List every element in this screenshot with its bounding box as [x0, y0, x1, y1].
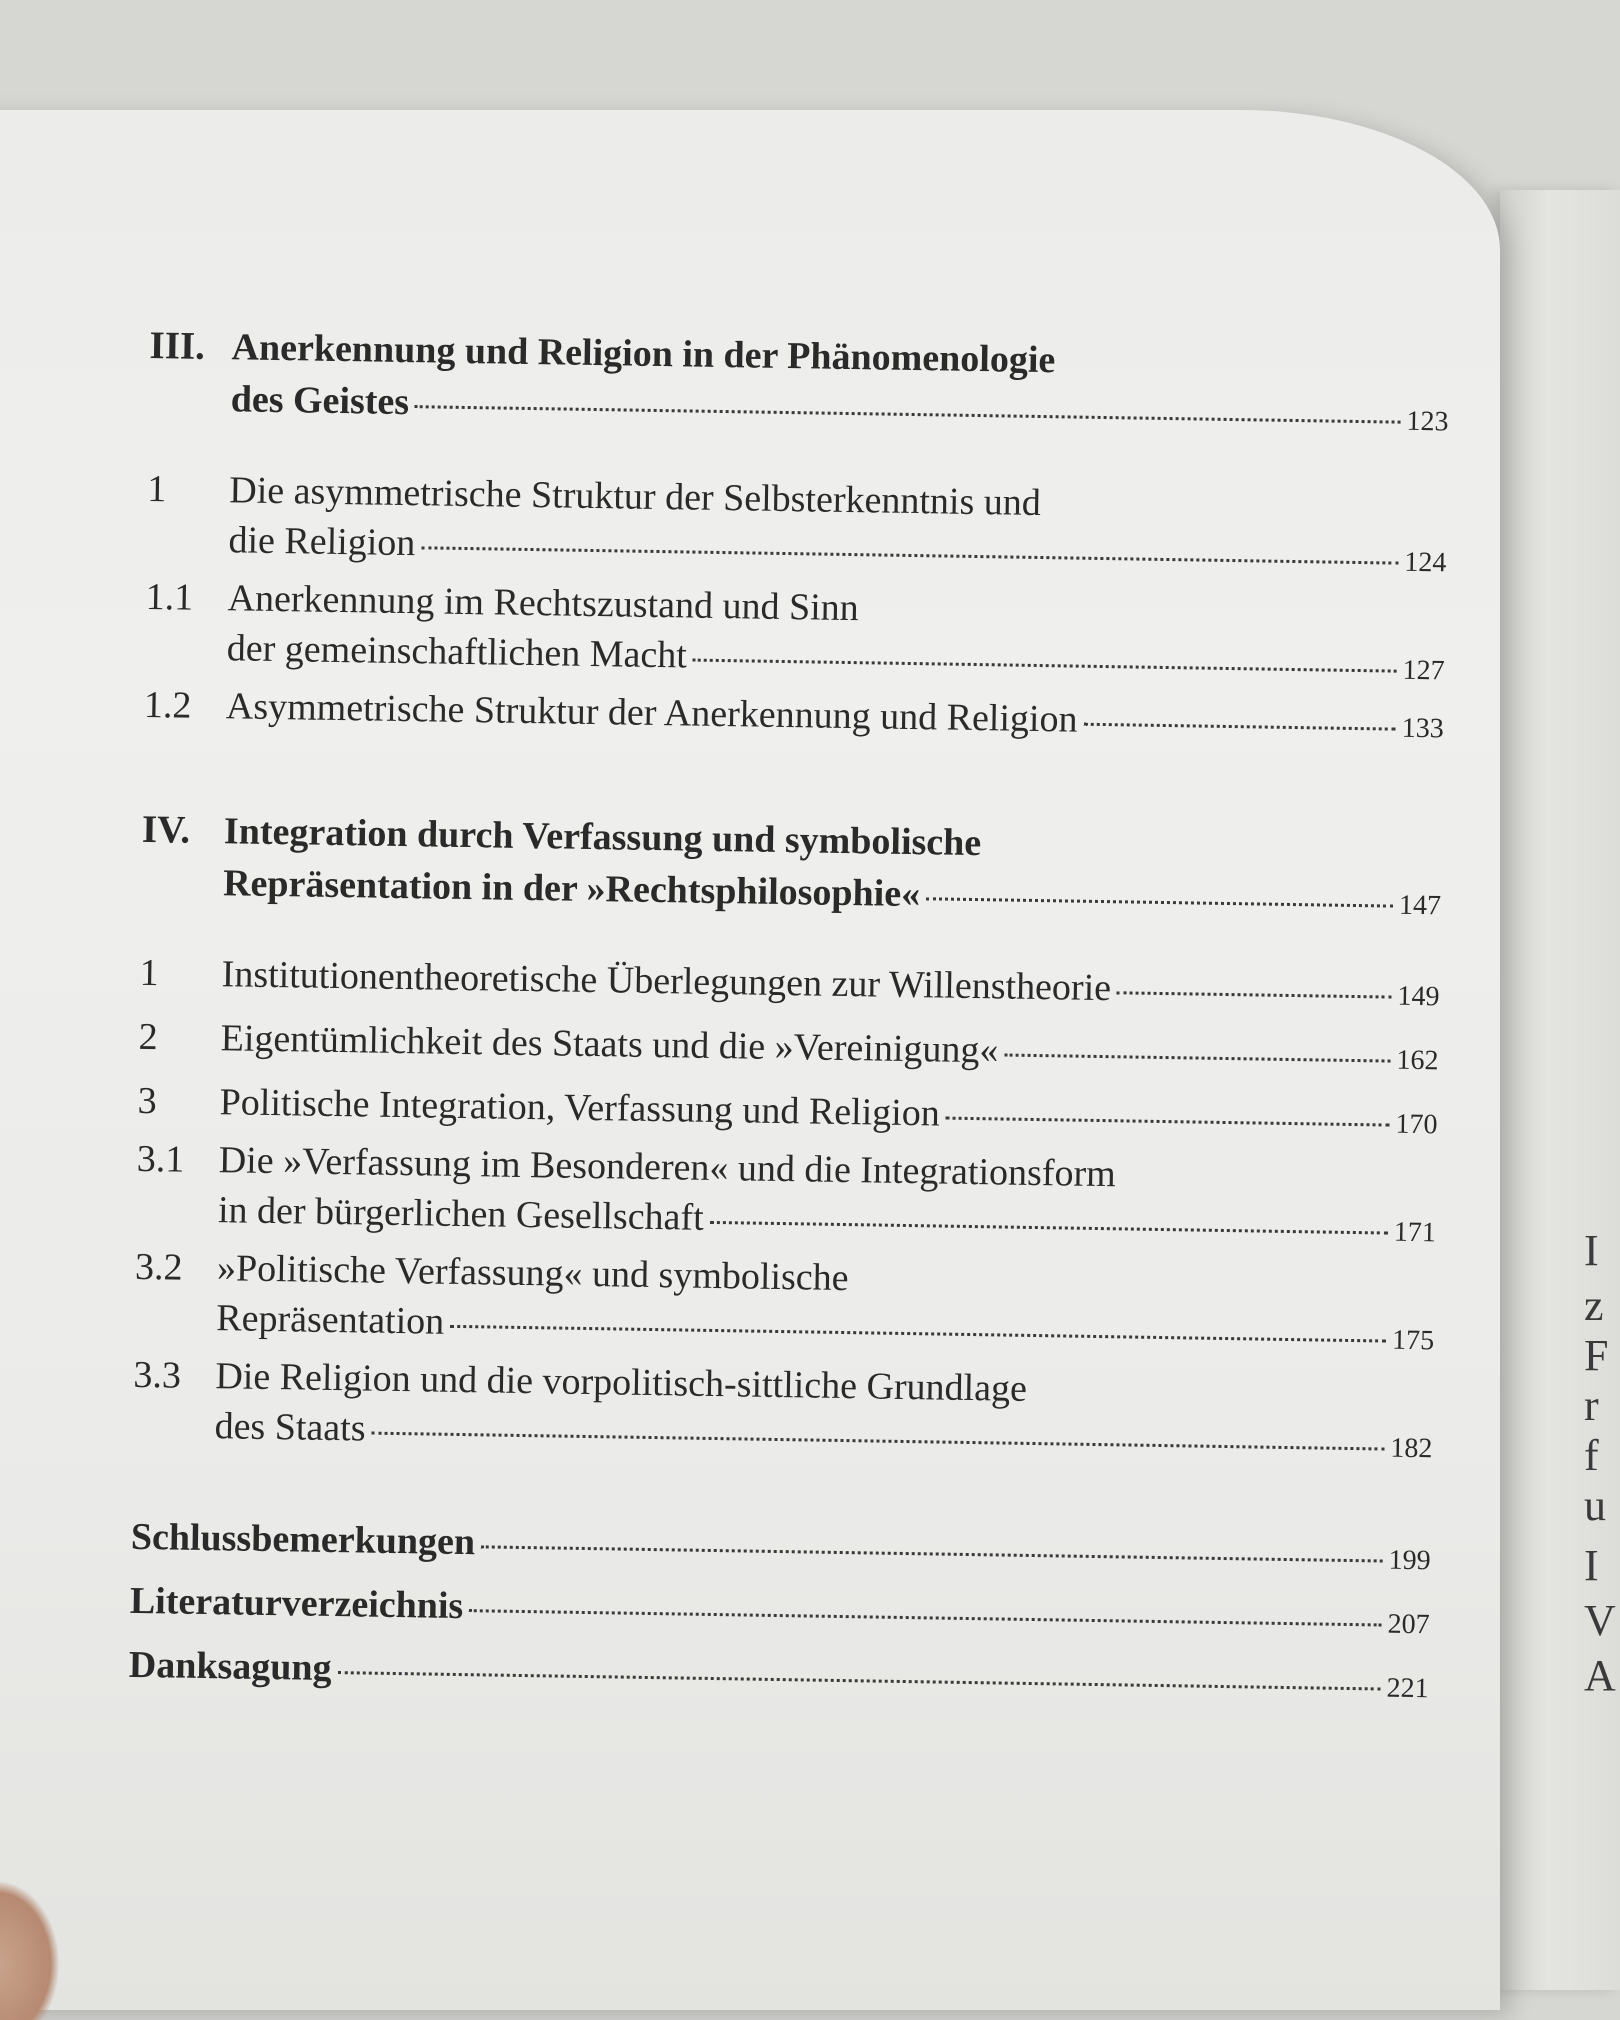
dot-leader: [371, 1432, 1384, 1451]
next-page-glyph: V: [1584, 1596, 1616, 1645]
entry-title-line: Die asymmetrische Struktur der Selbsterkenntnis und: [229, 469, 1042, 525]
section-number: 3.3: [133, 1353, 182, 1397]
entry-title-line: Asymmetrische Struktur der Anerkennung und Religion: [225, 685, 1078, 741]
chapter-title-line: des Geistes: [230, 378, 410, 424]
dot-leader: [1083, 723, 1395, 731]
entry-title-line: Schlussbemerkungen: [130, 1515, 476, 1564]
toc-entry: [146, 464, 1447, 588]
page-number: 182: [1390, 1432, 1433, 1465]
entry-title-line: Eigentümlichkeit des Staats und die »Vereinigung«: [220, 1017, 999, 1072]
toc-entry: [144, 572, 1445, 696]
page-number: 221: [1386, 1672, 1429, 1705]
section-number: 3: [137, 1079, 158, 1123]
toc-entry: [129, 1576, 1430, 1650]
page-number: 162: [1396, 1044, 1439, 1077]
section-number: 1.2: [143, 683, 192, 727]
page-number: 171: [1393, 1216, 1437, 1249]
entry-title-line: Die Religion und die vorpolitisch-sittliche Grundlage: [215, 1355, 1028, 1410]
entry-title-line: Repräsentation: [215, 1297, 445, 1343]
entry-title-line: in der bürgerlichen Gesellschaft: [217, 1189, 705, 1239]
entry-title-line: Danksagung: [128, 1643, 332, 1690]
page-number: 133: [1401, 712, 1444, 745]
chapter-number: III.: [149, 323, 206, 368]
chapter-number: IV.: [141, 807, 191, 852]
page-number: 199: [1388, 1544, 1431, 1577]
chapter-title-line: Anerkennung und Religion in der Phänomenologie: [231, 326, 1056, 382]
next-page-glyph: r: [1584, 1381, 1599, 1430]
next-page-glyph: F: [1584, 1331, 1609, 1380]
toc-entry: [128, 1640, 1429, 1714]
dot-leader: [421, 546, 1398, 564]
page-number: 147: [1398, 889, 1442, 922]
entry-title-line: des Staats: [214, 1405, 366, 1450]
entry-title-line: der gemeinschaftlichen Macht: [226, 627, 688, 677]
finger: [0, 1880, 60, 2020]
next-page-edge: [1500, 190, 1620, 1990]
dot-leader: [469, 1609, 1381, 1626]
chapter-title-line: Repräsentation in der »Rechtsphilosophie«: [222, 862, 921, 916]
dot-leader: [415, 405, 1401, 423]
page-number: 175: [1391, 1324, 1435, 1357]
dot-leader: [926, 897, 1393, 907]
page-number: 207: [1387, 1608, 1430, 1641]
section-number: 1.1: [145, 575, 194, 619]
toc-entry: [132, 1350, 1433, 1474]
dot-leader: [1117, 991, 1392, 998]
next-page-glyph: I: [1584, 1541, 1599, 1590]
next-page-glyph: z: [1584, 1281, 1604, 1330]
section-number: 2: [138, 1015, 159, 1059]
section-number: 1: [147, 467, 167, 511]
chapter-title-line: Integration durch Verfassung und symbolische: [223, 810, 982, 865]
chapter-iv: [132, 804, 1442, 1474]
section-number: 3.1: [136, 1137, 185, 1181]
toc-entry: [138, 1012, 1439, 1086]
dot-leader: [1004, 1054, 1390, 1063]
entry-title-line: »Politische Verfassung« und symbolische: [216, 1247, 849, 1300]
chapter-heading: [141, 804, 1443, 932]
dot-leader: [450, 1325, 1386, 1343]
back-matter: [128, 1512, 1431, 1714]
page-number: 127: [1402, 654, 1445, 687]
dot-leader: [481, 1545, 1383, 1562]
toc-entry: [130, 1512, 1431, 1586]
next-page-glyph: u: [1584, 1481, 1606, 1530]
section-number: 1: [139, 951, 160, 995]
entry-title-line: Literaturverzeichnis: [129, 1579, 464, 1628]
entry-title-line: Anerkennung im Rechtszustand und Sinn: [227, 577, 860, 630]
page-number: 149: [1397, 980, 1440, 1013]
entry-title-line: Die »Verfassung im Besonderen« und die Integrationsform: [218, 1139, 1117, 1196]
next-page-glyph: A: [1584, 1651, 1616, 1700]
table-of-contents: [128, 320, 1450, 1724]
toc-entry: [134, 1242, 1435, 1366]
next-page-glyph: f: [1584, 1431, 1599, 1480]
entry-title-line: Politische Integration, Verfassung und Religion: [219, 1081, 941, 1135]
dot-leader: [946, 1117, 1390, 1127]
entry-title-line: die Religion: [228, 519, 416, 565]
page-number: 124: [1404, 546, 1447, 579]
page-number: 123: [1406, 405, 1449, 438]
dot-leader: [710, 1221, 1388, 1235]
next-page-glyph: I: [1584, 1226, 1599, 1275]
chapter-iii: [143, 320, 1449, 754]
toc-entry: [136, 1134, 1437, 1258]
toc-entry: [139, 948, 1440, 1022]
chapter-heading: [148, 320, 1450, 448]
dot-leader: [693, 659, 1397, 673]
section-number: 3.2: [134, 1245, 183, 1289]
dot-leader: [338, 1671, 1381, 1690]
page-number: 170: [1395, 1108, 1438, 1141]
entry-title-line: Institutionentheoretische Überlegungen zur Willenstheorie: [221, 953, 1112, 1010]
